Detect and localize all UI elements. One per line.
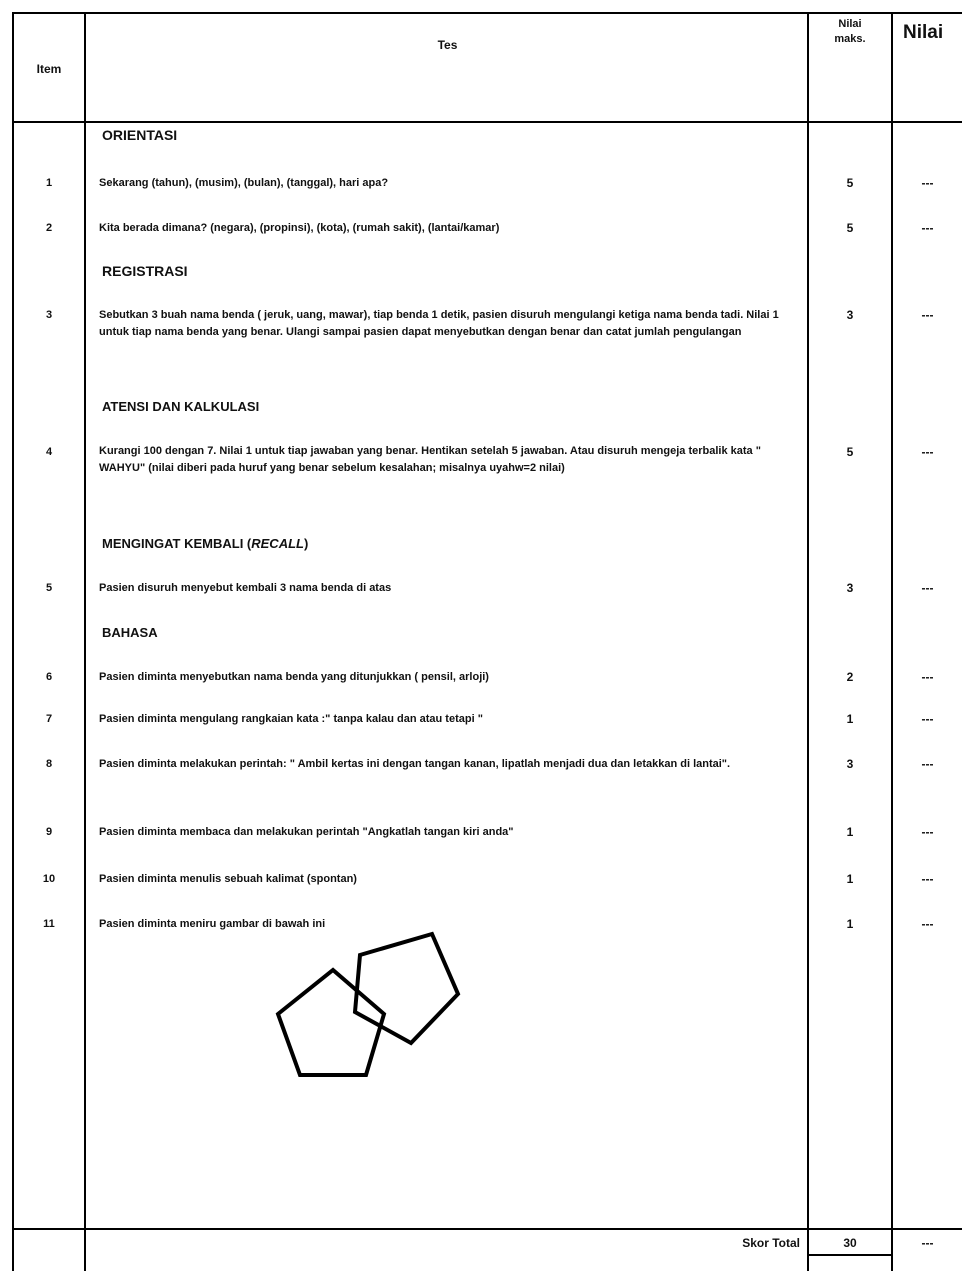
item-number: 2	[45, 222, 53, 234]
item-max: 1	[846, 917, 854, 931]
header-tes: Tes	[437, 38, 458, 52]
section-registrasi: REGISTRASI	[102, 263, 188, 279]
item-max: 3	[846, 757, 854, 771]
section-mengingat-suffix: )	[303, 536, 309, 551]
item-text: Pasien diminta menyebutkan nama benda yang ditunjukkan ( pensil, arloji)	[99, 671, 489, 683]
item-max: 5	[846, 176, 854, 190]
column-divider-max	[891, 12, 893, 1271]
item-max: 1	[846, 872, 854, 886]
column-divider-item	[84, 12, 86, 1271]
item-text: Kita berada dimana? (negara), (propinsi), (kota), (rumah sakit), (lantai/kamar)	[99, 222, 500, 234]
item-score: ---	[921, 917, 934, 931]
item-max: 5	[846, 445, 854, 459]
item-score: ---	[921, 825, 934, 839]
item-text: Kurangi 100 dengan 7. Nilai 1 untuk tiap jawaban yang benar. Hentikan setelah 5 jawaban. Atau disuruh mengeja terbalik kata " WAHYU" (nilai diberi pada huruf yang benar sebelum kesalahan; misalnya uyahw=2 nilai)	[99, 445, 761, 474]
intersecting-pentagons-icon	[262, 926, 472, 1086]
item-number: 1	[45, 177, 53, 189]
header-item: Item	[36, 62, 62, 76]
item-number: 10	[42, 873, 56, 885]
section-mengingat-kembali	[102, 536, 802, 551]
total-label: Skor Total	[742, 1236, 800, 1250]
section-mengingat-prefix: MENGINGAT KEMBALI (	[102, 536, 252, 551]
item-text: Pasien diminta melakukan perintah: " Ambil kertas ini dengan tangan kanan, lipatlah menjadi dua dan letakkan di lantai".	[99, 758, 731, 770]
item-text: Sekarang (tahun), (musim), (bulan), (tanggal), hari apa?	[99, 177, 389, 189]
item-number: 9	[45, 826, 53, 838]
item-score: ---	[921, 872, 934, 886]
item-number: 3	[45, 309, 53, 321]
item-score: ---	[921, 712, 934, 726]
item-max: 3	[846, 308, 854, 322]
item-number: 4	[45, 446, 53, 458]
total-score-underline	[809, 1254, 891, 1256]
item-max: 2	[846, 670, 854, 684]
item-number: 7	[45, 713, 53, 725]
item-score: ---	[921, 581, 934, 595]
item-text: Pasien disuruh menyebut kembali 3 nama benda di atas	[99, 582, 392, 594]
header-nilai: Nilai	[903, 22, 944, 43]
item-max: 1	[846, 712, 854, 726]
item-text: Pasien diminta membaca dan melakukan perintah "Angkatlah tangan kiri anda"	[99, 826, 514, 838]
section-bahasa: BAHASA	[102, 625, 158, 640]
item-max: 1	[846, 825, 854, 839]
item-text: Pasien diminta menulis sebuah kalimat (spontan)	[99, 873, 357, 885]
item-text: Pasien diminta meniru gambar di bawah ini	[99, 918, 326, 930]
table-border-top	[12, 12, 962, 14]
section-atensi: ATENSI DAN KALKULASI	[102, 399, 260, 414]
item-score: ---	[921, 221, 934, 235]
item-score: ---	[921, 670, 934, 684]
section-orientasi: ORIENTASI	[102, 127, 178, 143]
item-text: Pasien diminta mengulang rangkaian kata :" tanpa kalau dan atau tetapi "	[99, 713, 483, 725]
pentagon-left	[278, 970, 384, 1075]
pentagon-right	[355, 934, 458, 1043]
item-text: Sebutkan 3 buah nama benda ( jeruk, uang, mawar), tiap benda 1 detik, pasien disuruh mengulangi ketiga nama benda tadi. Nilai 1 untuk tiap nama benda yang benar. Ulangi sampai pasien dapat menyebutkan dengan benar dan catat jumlah pengulangan	[99, 309, 779, 338]
total-score: ---	[921, 1236, 934, 1250]
item-score: ---	[921, 757, 934, 771]
table-border-left	[12, 12, 14, 1271]
total-max: 30	[843, 1236, 857, 1250]
total-top-line	[12, 1228, 962, 1230]
header-nilai-maks	[809, 17, 891, 47]
item-number: 11	[43, 918, 55, 930]
item-number: 6	[45, 671, 53, 683]
header-nilai-maks-line2: maks.	[834, 33, 866, 45]
column-divider-tes	[807, 12, 809, 1271]
item-score: ---	[921, 445, 934, 459]
item-number: 5	[45, 582, 53, 594]
item-number: 8	[45, 758, 53, 770]
item-max: 3	[846, 581, 854, 595]
item-max: 5	[846, 221, 854, 235]
item-score: ---	[921, 308, 934, 322]
section-mengingat-italic: RECALL	[251, 536, 304, 551]
header-nilai-maks-line1: Nilai	[838, 18, 862, 30]
item-score: ---	[921, 176, 934, 190]
header-bottom-line	[12, 121, 962, 123]
